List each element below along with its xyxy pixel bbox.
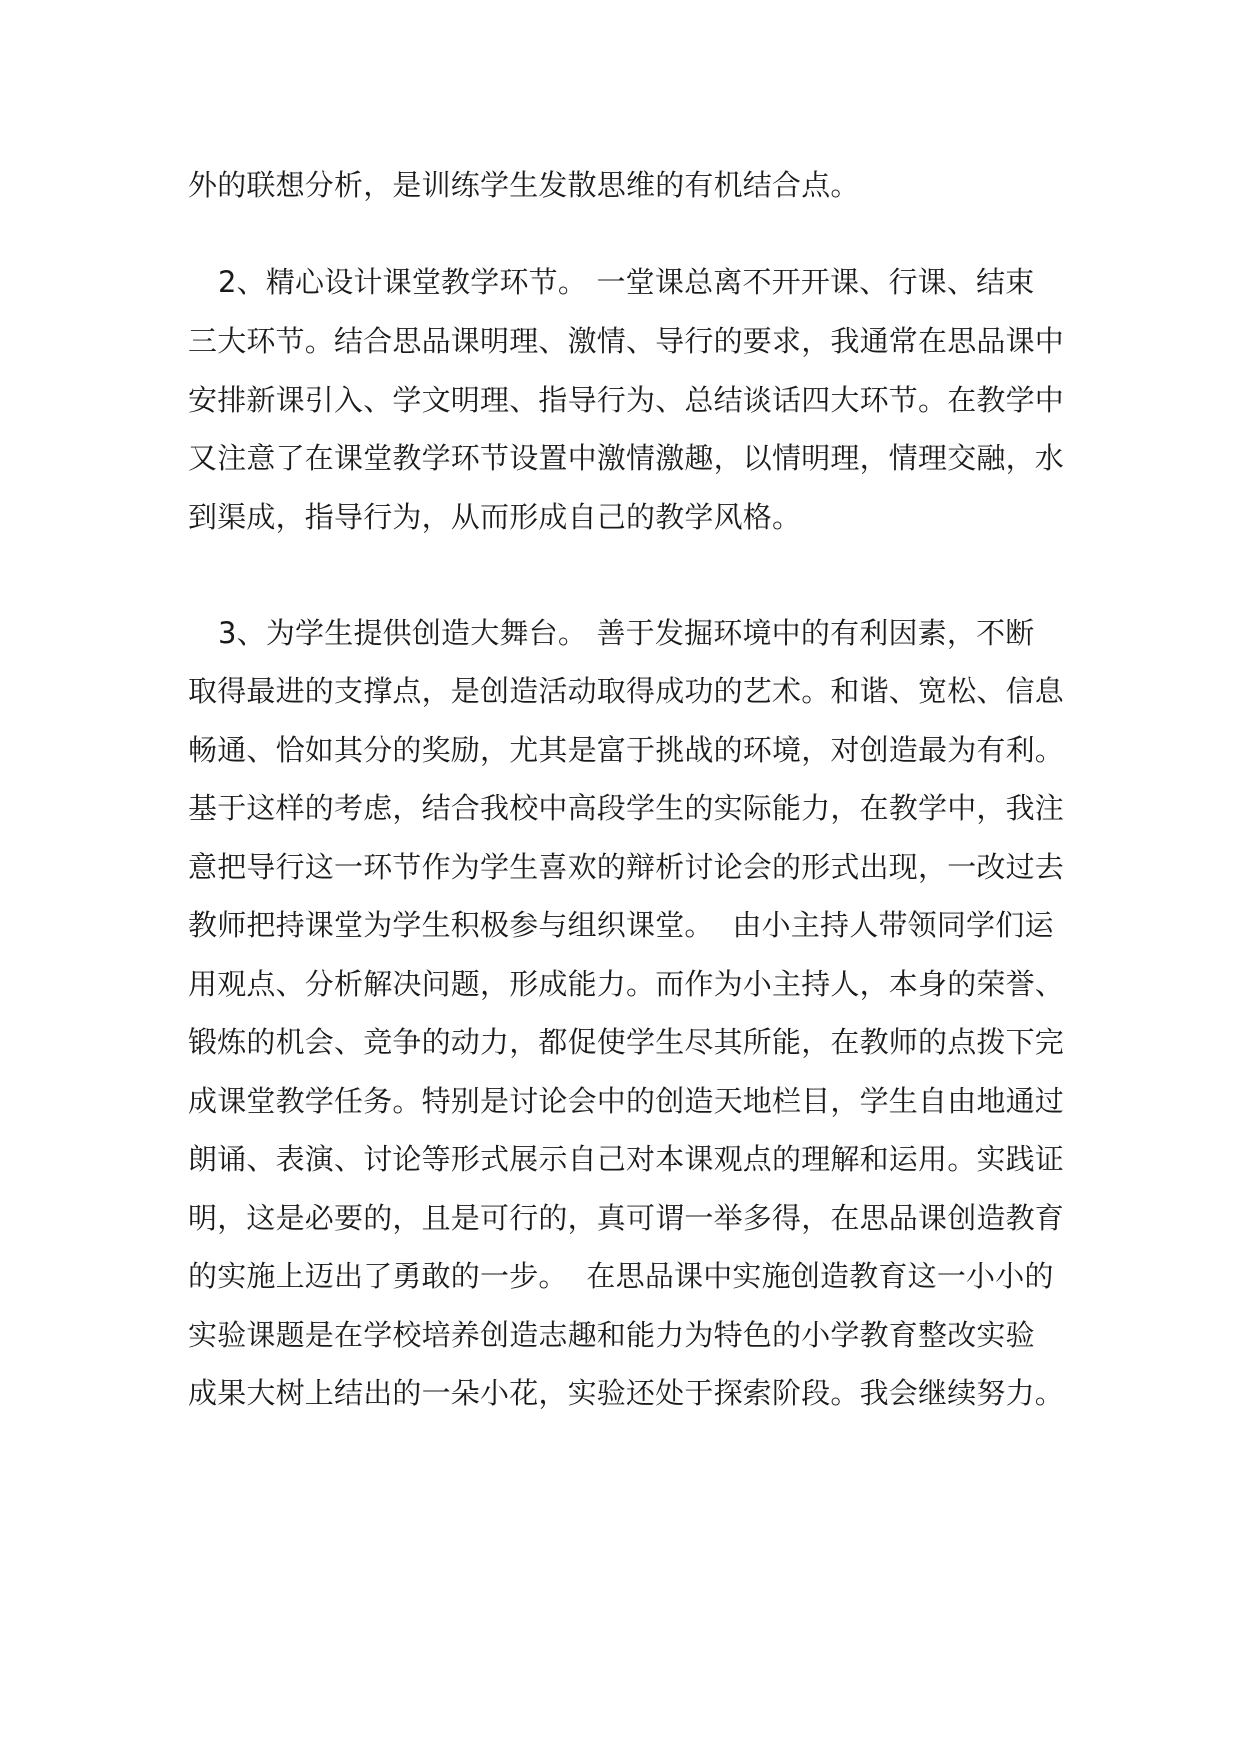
text-line: 到渠成，指导行为，从而形成自己的教学风格。 — [188, 500, 802, 534]
text-line: 取得最进的支撑点，是创造活动取得成功的艺术。和谐、宽松、信息 — [188, 674, 1065, 708]
text-line: 外的联想分析，是训练学生发散思维的有机结合点。 — [188, 168, 860, 202]
text-line: 安排新课引入、学文明理、指导行为、总结谈话四大环节。在教学中 — [188, 383, 1065, 417]
text-line: 三大环节。结合思品课明理、激情、导行的要求，我通常在思品课中 — [188, 324, 1065, 358]
text-line: 用观点、分析解决问题，形成能力。而作为小主持人，本身的荣誉、 — [188, 967, 1065, 1001]
text-line: 明，这是必要的，且是可行的，真可谓一举多得，在思品课创造教育 — [188, 1201, 1065, 1235]
text-line: 基于这样的考虑，结合我校中高段学生的实际能力，在教学中，我注 — [188, 791, 1065, 825]
text-line: 畅通、恰如其分的奖励，尤其是富于挑战的环境，对创造最为有利。 — [188, 733, 1065, 767]
text-line: 实验课题是在学校培养创造志趣和能力为特色的小学教育整改实验 — [188, 1318, 1035, 1352]
text-line: 锻炼的机会、竞争的动力，都促使学生尽其所能，在教师的点拨下完 — [188, 1025, 1065, 1059]
text-line: 意把导行这一环节作为学生喜欢的辩析讨论会的形式出现，一改过去 — [188, 850, 1065, 884]
text-line: 成果大树上结出的一朵小花，实验还处于探索阶段。我会继续努力。 — [188, 1376, 1065, 1410]
text-line: 又注意了在课堂教学环节设置中激情激趣，以情明理，情理交融，水 — [188, 441, 1065, 475]
text-line: 教师把持课堂为学生积极参与组织课堂。 由小主持人带领同学们运 — [188, 908, 1054, 942]
text-line: 朗诵、表演、讨论等形式展示自己对本课观点的理解和运用。实践证 — [188, 1142, 1065, 1176]
paragraph-2-heading-line: 2、精心设计课堂教学环节。 一堂课总离不开开课、行课、结束 — [218, 265, 1035, 299]
text-line: 成课堂教学任务。特别是讨论会中的创造天地栏目，学生自由地通过 — [188, 1084, 1065, 1118]
text-line: 的实施上迈出了勇敢的一步。 在思品课中实施创造教育这一小小的 — [188, 1259, 1054, 1293]
paragraph-3-heading-line: 3、为学生提供创造大舞台。 善于发掘环境中的有利因素，不断 — [218, 616, 1035, 650]
